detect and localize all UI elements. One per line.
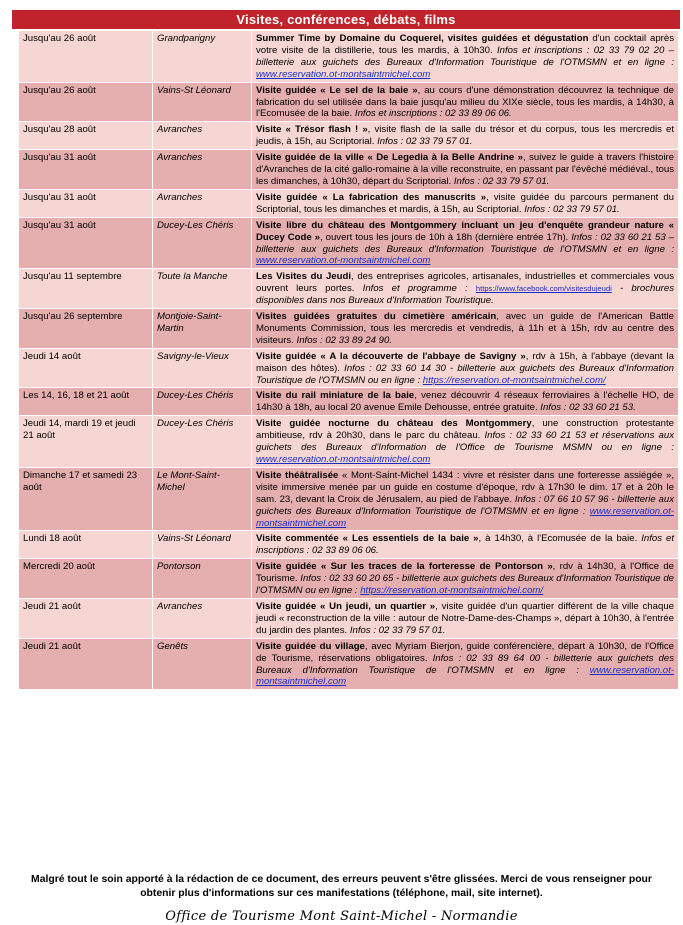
event-link[interactable]: www.reservation.ot-montsaintmichel.com bbox=[256, 664, 674, 688]
event-description bbox=[252, 467, 679, 531]
event-description bbox=[252, 638, 679, 690]
event-row bbox=[19, 531, 679, 559]
page bbox=[12, 10, 680, 690]
event-text: , rdv à 14h30, à l'Office de Tourisme. bbox=[256, 561, 674, 585]
event-row bbox=[19, 559, 679, 599]
event-link[interactable]: www.reservation.ot-montsaintmichel.com bbox=[256, 454, 431, 465]
event-info: Infos : 02 33 79 57 01. bbox=[349, 624, 446, 636]
event-title: Visite guidée du village bbox=[256, 640, 365, 652]
event-text: , visite guidée d'un quartier différent de la ville chaque jeudi « reconstruction de la ville : autour de Notre-Dame-des-Champs », départ à 10h30, à l'entrée du jardin des plantes. bbox=[256, 600, 674, 636]
event-date: Jusqu'au 26 août bbox=[19, 82, 153, 122]
event-title: Visite théâtralisée bbox=[256, 469, 339, 481]
event-place: Avranches bbox=[153, 122, 252, 150]
event-description bbox=[252, 598, 679, 638]
event-row bbox=[19, 82, 679, 122]
event-date: Jeudi 14, mardi 19 et jeudi 21 août bbox=[19, 416, 153, 468]
event-info: - brochures disponibles dans nos Bureaux d'Information Touristique. bbox=[256, 283, 675, 307]
event-link[interactable]: https://reservation.ot-montsaintmichel.com/ bbox=[360, 585, 544, 597]
event-text: , visite flash de la salle du trésor et du corpus, tous les mercredis et jeudis, à 15h, au Scriptorial. bbox=[256, 124, 675, 148]
event-title: Visite guidée de la ville « De Legedia à la Belle Andrine » bbox=[256, 152, 523, 164]
event-description bbox=[252, 416, 679, 468]
event-title: Visite guidée « Un jeudi, un quartier » bbox=[256, 600, 436, 612]
event-date: Mercredi 20 août bbox=[19, 559, 153, 599]
event-row bbox=[19, 31, 679, 83]
event-place: Ducey-Les Chéris bbox=[153, 416, 252, 468]
event-description bbox=[252, 559, 679, 599]
event-description bbox=[252, 348, 679, 388]
event-place: Savigny-le-Vieux bbox=[153, 348, 252, 388]
event-info: Infos et inscriptions : 02 33 89 06 06. bbox=[256, 533, 675, 557]
event-text: d'un cocktail après votre visite de la distillerie, tous les mardis, à 10h30. bbox=[256, 33, 674, 56]
event-title: Visites guidées gratuites du cimetière américain bbox=[256, 311, 497, 323]
events-table-body bbox=[19, 31, 679, 690]
event-info: Infos et programme : bbox=[362, 283, 476, 295]
event-info: Infos : 02 33 60 14 30 - billetterie aux guichets des Bureaux d'Information Touristique de l'OTMSMN ou en ligne : bbox=[256, 362, 674, 386]
event-row bbox=[19, 122, 679, 150]
event-title: Visite « Trésor flash ! » bbox=[256, 124, 368, 136]
event-info: Infos : 02 33 79 57 01. bbox=[524, 203, 620, 215]
event-row bbox=[19, 388, 679, 416]
event-info: Infos : 02 33 79 57 01. bbox=[377, 136, 473, 148]
event-place: Ducey-Les Chéris bbox=[153, 388, 252, 416]
event-info: Infos : 07 66 10 57 96 - billetterie aux guichets des Bureaux d'Information Touristique de l'OTMSMN et en ligne : bbox=[256, 493, 674, 517]
event-text: , avec Myriam Bierjon, guide conférencière, départ à 10h30, de l'Office de Tourisme, réservations obligatoires. bbox=[256, 640, 674, 664]
event-text: « Mont-Saint-Michel 1434 : vivre et résister dans une forteresse assiégée », visite immersive menée par un guide en costume d'époque, rdv à 17h30 le dim. 17 et à 20h le sam. 23, devant la Croix de Jérusalem, au pied de l'abbaye. bbox=[256, 469, 674, 505]
event-title: Visite commentée « Les essentiels de la baie » bbox=[256, 533, 479, 545]
event-info: Infos : 02 33 89 24 90. bbox=[296, 334, 393, 346]
event-place: Avranches bbox=[153, 189, 252, 217]
event-info: Infos : 02 33 60 21 53. bbox=[540, 402, 636, 414]
event-row bbox=[19, 189, 679, 217]
event-date: Jeudi 21 août bbox=[19, 598, 153, 638]
event-date: Jusqu'au 28 août bbox=[19, 122, 153, 150]
event-place: Ducey-Les Chéris bbox=[153, 217, 252, 269]
event-title: Visite du rail miniature de la baie bbox=[256, 390, 415, 402]
event-link[interactable]: https://reservation.ot-montsaintmichel.com/ bbox=[422, 374, 606, 386]
event-description bbox=[252, 217, 679, 269]
event-description bbox=[252, 388, 679, 416]
event-date: Jusqu'au 31 août bbox=[19, 150, 153, 190]
disclaimer-note: Malgré tout le soin apporté à la rédaction de ce document, des erreurs peuvent s'être glissées. Merci de vous renseigner pour obtenir plus d'informations sur ces manifestations (téléphone, mail, site internet). bbox=[31, 874, 652, 899]
office-signature: Office de Tourisme Mont Saint-Michel - Normandie bbox=[165, 909, 518, 924]
event-place: Avranches bbox=[153, 598, 252, 638]
event-row bbox=[19, 217, 679, 269]
event-description bbox=[252, 189, 679, 217]
event-description bbox=[252, 309, 679, 349]
event-row bbox=[19, 150, 679, 190]
event-row bbox=[19, 467, 679, 531]
event-place: Grandparigny bbox=[153, 31, 252, 83]
event-info: Infos : 02 33 89 64 00 - billetterie aux guichets des Bureaux d'Information Touristique de l'OTMSMN et en ligne : bbox=[256, 652, 674, 676]
event-info: Infos : 02 33 60 20 65 - billetterie aux guichets des Bureaux d'Information Touristique de l'OTMSMN ou en ligne : bbox=[256, 573, 675, 597]
event-row bbox=[19, 309, 679, 349]
event-row bbox=[19, 269, 679, 309]
event-title: Visite guidée « La fabrication des manuscrits » bbox=[256, 191, 487, 203]
event-date: Jusqu'au 11 septembre bbox=[19, 269, 153, 309]
event-description bbox=[252, 31, 679, 83]
event-date: Jeudi 14 août bbox=[19, 348, 153, 388]
event-link[interactable]: https://www.facebook.com/visitesdujeudi bbox=[475, 284, 612, 294]
event-link[interactable]: www.reservation.ot-montsaintmichel.com bbox=[256, 68, 431, 80]
event-text: , des entreprises agricoles, artisanales, industrielles et commerciales vous ouvrent leurs portes. bbox=[256, 271, 674, 295]
event-place: Genêts bbox=[153, 638, 252, 690]
event-info: Infos et inscriptions : 02 33 79 02 20 – billetterie aux guichets des Bureaux d'Information Touristique de l'OTMSMN et en ligne : bbox=[256, 44, 674, 68]
event-text: , rdv à 15h, à l'abbaye (devant la maison des hôtes). bbox=[256, 350, 675, 374]
event-title: Visite guidée « Sur les traces de la forteresse de Pontorson » bbox=[256, 561, 553, 573]
event-info: Infos : 02 33 79 57 01. bbox=[453, 175, 550, 187]
section-title: Visites, conférences, débats, films bbox=[236, 12, 456, 27]
event-description bbox=[252, 269, 679, 309]
event-place: Le Mont-Saint-Michel bbox=[153, 467, 252, 531]
event-row bbox=[19, 416, 679, 468]
event-date: Lundi 18 août bbox=[19, 531, 153, 559]
event-date: Jeudi 21 août bbox=[19, 638, 153, 690]
event-place: Avranches bbox=[153, 150, 252, 190]
event-text: , suivez le guide à travers l'histoire d'Avranches de la cité gallo-romaine à la ville reconstruite, en passant par l'évêché médiéval., tous les dimanches, à 10h30, départ du Scriptorial. bbox=[256, 152, 674, 187]
event-info: Infos et inscriptions : 02 33 89 06 06. bbox=[354, 108, 512, 120]
event-date: Jusqu'au 26 septembre bbox=[19, 309, 153, 349]
event-text: , une construction protestante ambitieuse, rdv à 20h30, dans le parc du château. bbox=[256, 418, 674, 442]
event-place: Toute la Manche bbox=[153, 269, 252, 309]
event-date: Dimanche 17 et samedi 23 août bbox=[19, 467, 153, 531]
event-date: Jusqu'au 31 août bbox=[19, 217, 153, 269]
event-text: , ouvert tous les jours de 10h à 18h (dernière entrée 17h). bbox=[320, 231, 572, 243]
event-place: Montjoie-Saint-Martin bbox=[153, 309, 252, 349]
event-description bbox=[252, 82, 679, 122]
event-title: Visite guidée nocturne du château des Montgommery bbox=[256, 418, 532, 430]
event-link[interactable]: www.reservation.ot-montsaintmichel.com bbox=[256, 505, 674, 529]
event-place: Vains-St Léonard bbox=[153, 531, 252, 559]
events-table bbox=[18, 30, 679, 690]
event-row bbox=[19, 598, 679, 638]
event-description bbox=[252, 122, 679, 150]
event-text: , à 14h30, à l'Ecomusée de la baie. bbox=[478, 533, 642, 545]
event-description bbox=[252, 150, 679, 190]
event-date: Jusqu'au 31 août bbox=[19, 189, 153, 217]
event-date: Jusqu'au 26 août bbox=[19, 31, 153, 83]
event-row bbox=[19, 348, 679, 388]
event-info: Infos : 02 33 60 21 53 – billetterie aux guichets des Bureaux d'Information Touristique de l'OTMSMN et en ligne : bbox=[256, 231, 674, 255]
event-info: Infos : 02 33 60 21 53 et réservations aux guichets des Bureaux d'Information de l'Office de Tourisme MSMN ou en ligne : bbox=[256, 430, 674, 454]
event-title: Summer Time by Domaine du Coquerel, visites guidées et dégustation bbox=[256, 33, 589, 44]
event-link[interactable]: www.reservation.ot-montsaintmichel.com bbox=[256, 255, 431, 267]
event-description bbox=[252, 531, 679, 559]
event-text: , avec un guide de l'American Battle Monuments Commission, tous les mercredis et vendredis, à 11h et à 15h, rdv au centre des visiteurs. bbox=[256, 311, 674, 346]
event-title: Visite guidée « Le sel de la baie » bbox=[256, 84, 418, 96]
event-text: , visite guidée du parcours permanent du Scriptorial, tous les dimanches et mardis, à 15h, au Scriptorial. bbox=[256, 191, 675, 215]
event-title: Les Visites du Jeudi bbox=[256, 271, 352, 283]
event-place: Vains-St Léonard bbox=[153, 82, 252, 122]
event-text: , venez découvrir 4 réseaux ferroviaires à l'échelle HO, de 14h30 à 18h, au local 20 avenue Emile Dehousse, entrée gratuite. bbox=[256, 390, 674, 414]
event-title: Visite guidée « A la découverte de l'abbaye de Savigny » bbox=[256, 350, 526, 362]
event-text: , au cours d'une démonstration découvrez la technique de fabrication du sel utilisée dans la baie jusqu'au milieu du XIXe siècle, tous les mardis, à 14h30, à l'Ecomusée de la baie. bbox=[256, 84, 674, 120]
event-place: Pontorson bbox=[153, 559, 252, 599]
section-title-banner bbox=[12, 10, 680, 29]
event-row bbox=[19, 638, 679, 690]
event-date: Les 14, 16, 18 et 21 août bbox=[19, 388, 153, 416]
event-title: Visite libre du château des Montgommery incluant un jeu d'enquête grandeur nature « Ducey Code » bbox=[256, 219, 674, 243]
